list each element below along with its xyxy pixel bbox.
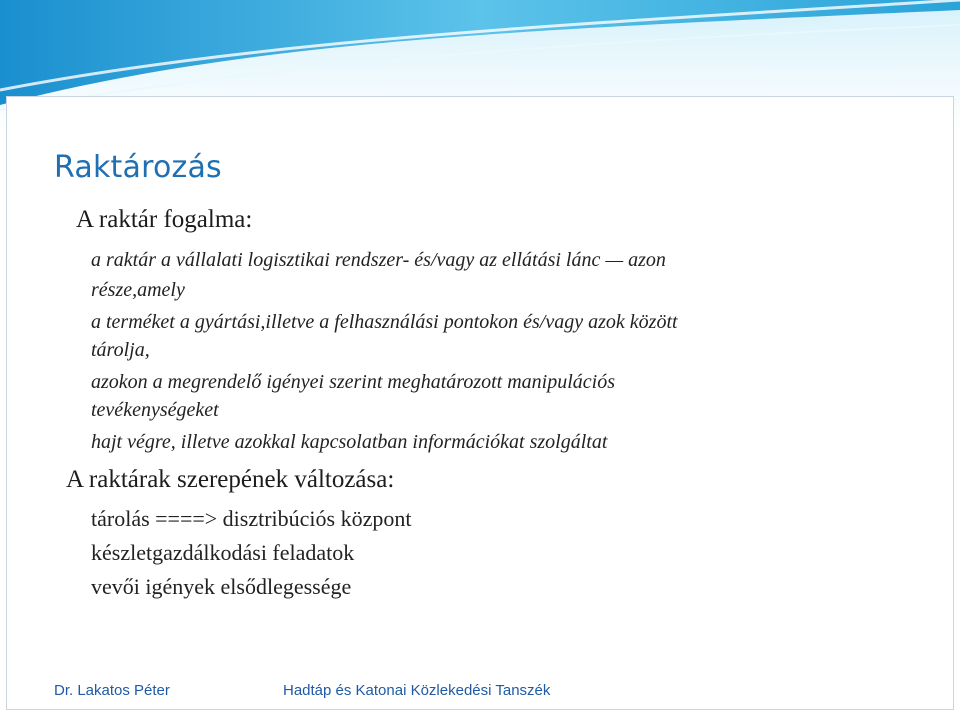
- role-item-2: készletgazdálkodási feladatok: [91, 540, 355, 565]
- definition-line-5: azokon a megrendelő igényei szerint meghatározott manipulációs: [91, 371, 616, 393]
- heading-concept: A raktár fogalma:: [76, 206, 253, 233]
- role-item-3: vevői igények elsődlegessége: [91, 574, 352, 599]
- definition-line-6: tevékenységeket: [91, 399, 219, 421]
- heading-role-change: A raktárak szerepének változása:: [66, 466, 395, 493]
- definition-line-3: a terméket a gyártási,illetve a felhasználási pontokon és/vagy azok között: [91, 311, 678, 333]
- slide-title: Raktározás: [54, 150, 222, 185]
- definition-line-2: része,amely: [91, 279, 185, 301]
- footer-department: Hadtáp és Katonai Közlekedési Tanszék: [283, 682, 551, 699]
- footer-author: Dr. Lakatos Péter: [54, 682, 170, 699]
- definition-line-4: tárolja,: [91, 339, 150, 361]
- role-item-1: tárolás ====> disztribúciós központ: [91, 506, 412, 531]
- definition-line-7: hajt végre, illetve azokkal kapcsolatban információkat szolgáltat: [91, 431, 608, 453]
- definition-line-1: a raktár a vállalati logisztikai rendszer- és/vagy az ellátási lánc — azon: [91, 249, 666, 271]
